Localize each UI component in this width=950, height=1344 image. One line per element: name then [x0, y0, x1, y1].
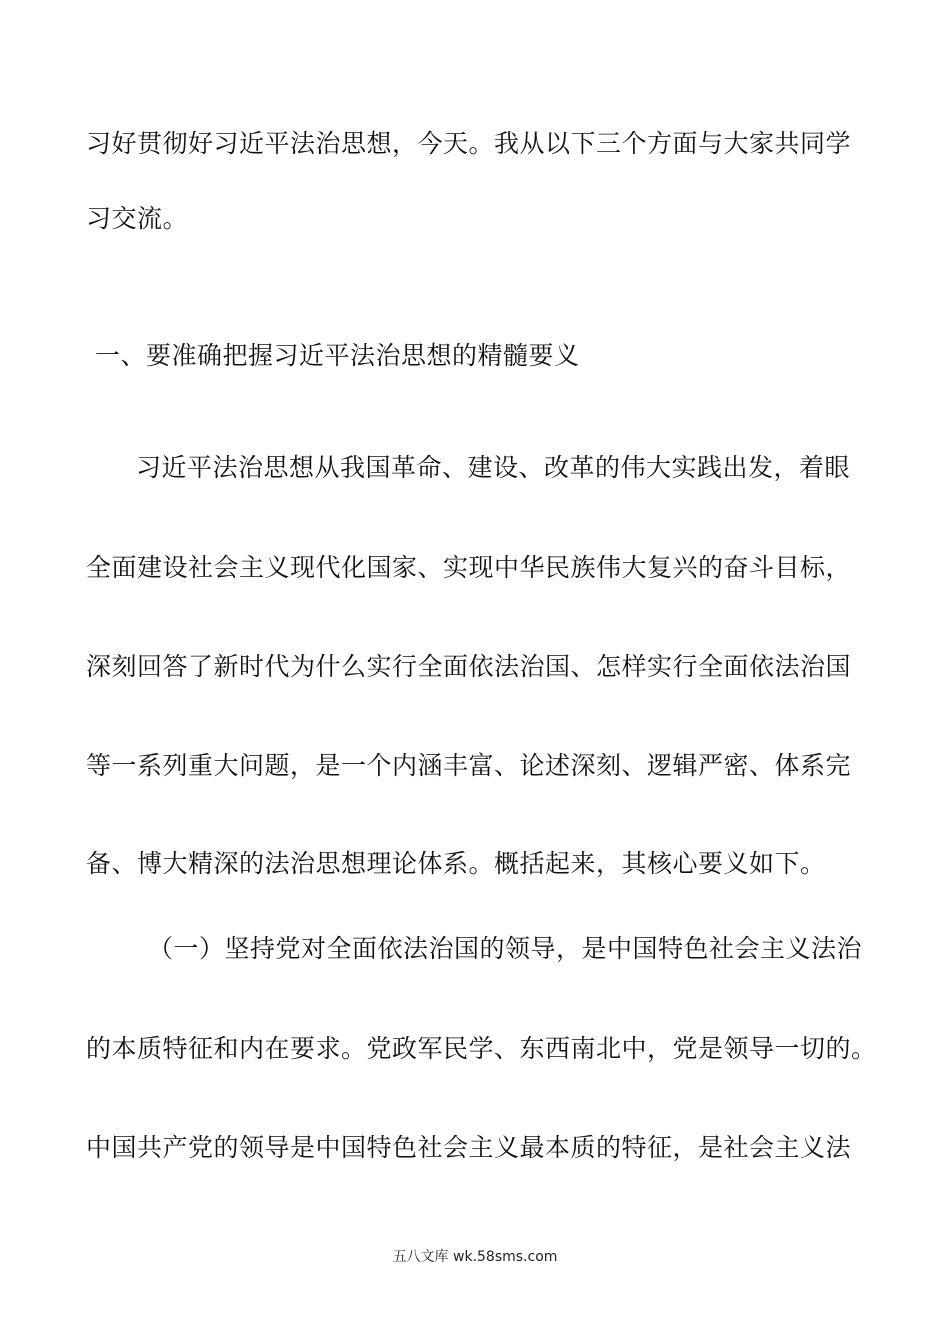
- body-line: 备、博大精深的法治思想理论体系。概括起来，其核心要义如下。: [86, 849, 826, 878]
- body-line: 习近平法治思想从我国革命、建设、改革的伟大实践出发，着眼: [136, 453, 851, 482]
- subsection-line: （一）坚持党对全面依法治国的领导，是中国特色社会主义法治: [148, 934, 863, 963]
- body-line: 习好贯彻好习近平法治思想，今天。我从以下三个方面与大家共同学: [86, 129, 852, 158]
- body-line: 深刻回答了新时代为什么实行全面依法治国、怎样实行全面依法治国: [86, 652, 852, 681]
- body-line: 习交流。: [86, 204, 189, 233]
- body-line: 的本质特征和内在要求。党政军民学、东西南北中，党是领导一切的。: [86, 1034, 877, 1063]
- section-heading: 一、要准确把握习近平法治思想的精髓要义: [95, 341, 580, 370]
- body-line: 等一系列重大问题，是一个内涵丰富、论述深刻、逻辑严密、体系完: [86, 751, 852, 780]
- body-line: 中国共产党的领导是中国特色社会主义最本质的特征，是社会主义法: [86, 1133, 852, 1162]
- body-line: 全面建设社会主义现代化国家、实现中华民族伟大复兴的奋斗目标，: [86, 553, 852, 582]
- page-footer-watermark: 五八文库 wk.58sms.com: [392, 1249, 558, 1265]
